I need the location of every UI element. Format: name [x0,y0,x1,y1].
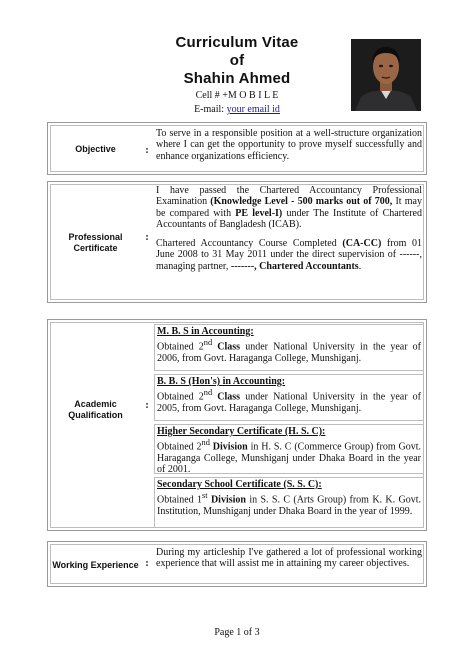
professional-section [47,181,427,303]
bold-run: -------, Chartered Accountants [230,260,359,272]
objective-text: To serve in a responsible position at a well-structure organization where I can get the opportunity to prove myself successfully and enhance organizations efficiency. [156,128,422,162]
bold-run: (Knowledge Level - 500 marks out of 700, [210,196,393,208]
text-run: under National University in the year of 2005, from Govt. Haraganga College, Munshiganj. [157,391,421,414]
academic-entry-heading: M. B. S in Accounting: [157,326,254,337]
academic-entry-bbs [154,374,424,421]
academic-colon: : [145,400,149,411]
academic-entry-mbs [154,324,424,371]
academic-entry-heading: Higher Secondary Certificate (H. S. C): [157,426,326,437]
bold-run: Class [212,341,241,353]
superscript: nd [201,438,210,448]
professional-colon: : [145,232,149,243]
email-link[interactable]: your email id [226,104,280,115]
objective-section [47,122,427,175]
professional-paragraph-1 [156,185,422,230]
email-label: E-mail: [194,104,225,115]
academic-entry-heading: Secondary School Certificate (S. S. C): [157,479,322,490]
bold-run: Class [212,391,241,403]
working-section [47,541,427,587]
professional-label: Professional Certificate [68,232,123,253]
academic-label: Academic Qualification [68,399,123,420]
text-run: Obtained 1 [157,494,203,506]
professional-text [156,185,422,272]
page-number: Page 1 of 3 [214,627,260,638]
academic-entry-body [157,490,421,517]
working-label: Working Experience [52,559,139,570]
academic-entry-body [157,437,421,475]
academic-entry-heading: B. B. S (Hon's) in Accounting: [157,376,286,387]
text-run: . [358,260,362,272]
objective-label: Objective [75,144,116,154]
text-run: It may be compared with [156,196,422,219]
text-run: in S. S. C (Arts Group) from K. K. Govt. Institution, Munshiganj under Dhaka Board in the year of 1999. [157,494,422,517]
text-run: Obtained 2 [157,441,202,453]
text-run: Obtained 2 [157,391,204,403]
text-run: in H. S. C (Commerce Group) from Govt. Haraganga College, Munshiganj under Dhaka Board in the year of 2001. [157,441,421,476]
text-run: Obtained 2 [157,341,204,353]
text-run: under National University in the year of 2006, from Govt. Haraganga College, Munshiganj. [157,341,421,364]
bold-run: PE level-I) [235,207,283,219]
professional-paragraph-2 [156,238,422,272]
superscript: st [202,491,208,501]
academic-section [47,319,427,531]
academic-entry-hsc [154,424,424,474]
superscript: nd [203,388,213,398]
text-run: Chartered Accountancy Course Completed [156,238,343,250]
text-run: from 01 June 2008 to 31 May 2011 under the direct supervision of ------, managing partner, [156,238,422,272]
academic-entry-body [157,337,421,364]
bold-run: Division [209,441,248,453]
text-run: under The Institute of Chartered Accountants of Bangladesh (ICAB). [156,207,422,230]
bold-run: (CA-CC) [342,238,382,250]
text-run: I have passed the Chartered Accountancy Professional Examination [156,185,422,208]
profile-photo [351,39,421,111]
bold-run: Division [207,494,246,506]
academic-entry-ssc [154,477,424,528]
cv-title: Curriculum Vitae [175,34,299,51]
objective-colon: : [145,145,149,156]
working-text: During my articleship I've gathered a lot of professional working experience that will assist me in attaining my career objectives. [156,547,422,570]
academic-entry-body [157,387,421,414]
candidate-name: Shahin Ahmed [183,70,291,87]
working-colon: : [145,558,149,569]
superscript: nd [203,338,213,348]
profile-photo-image [351,39,421,111]
cv-title-of: of [229,52,245,69]
cell-number: Cell # +M O B I L E [195,90,279,101]
